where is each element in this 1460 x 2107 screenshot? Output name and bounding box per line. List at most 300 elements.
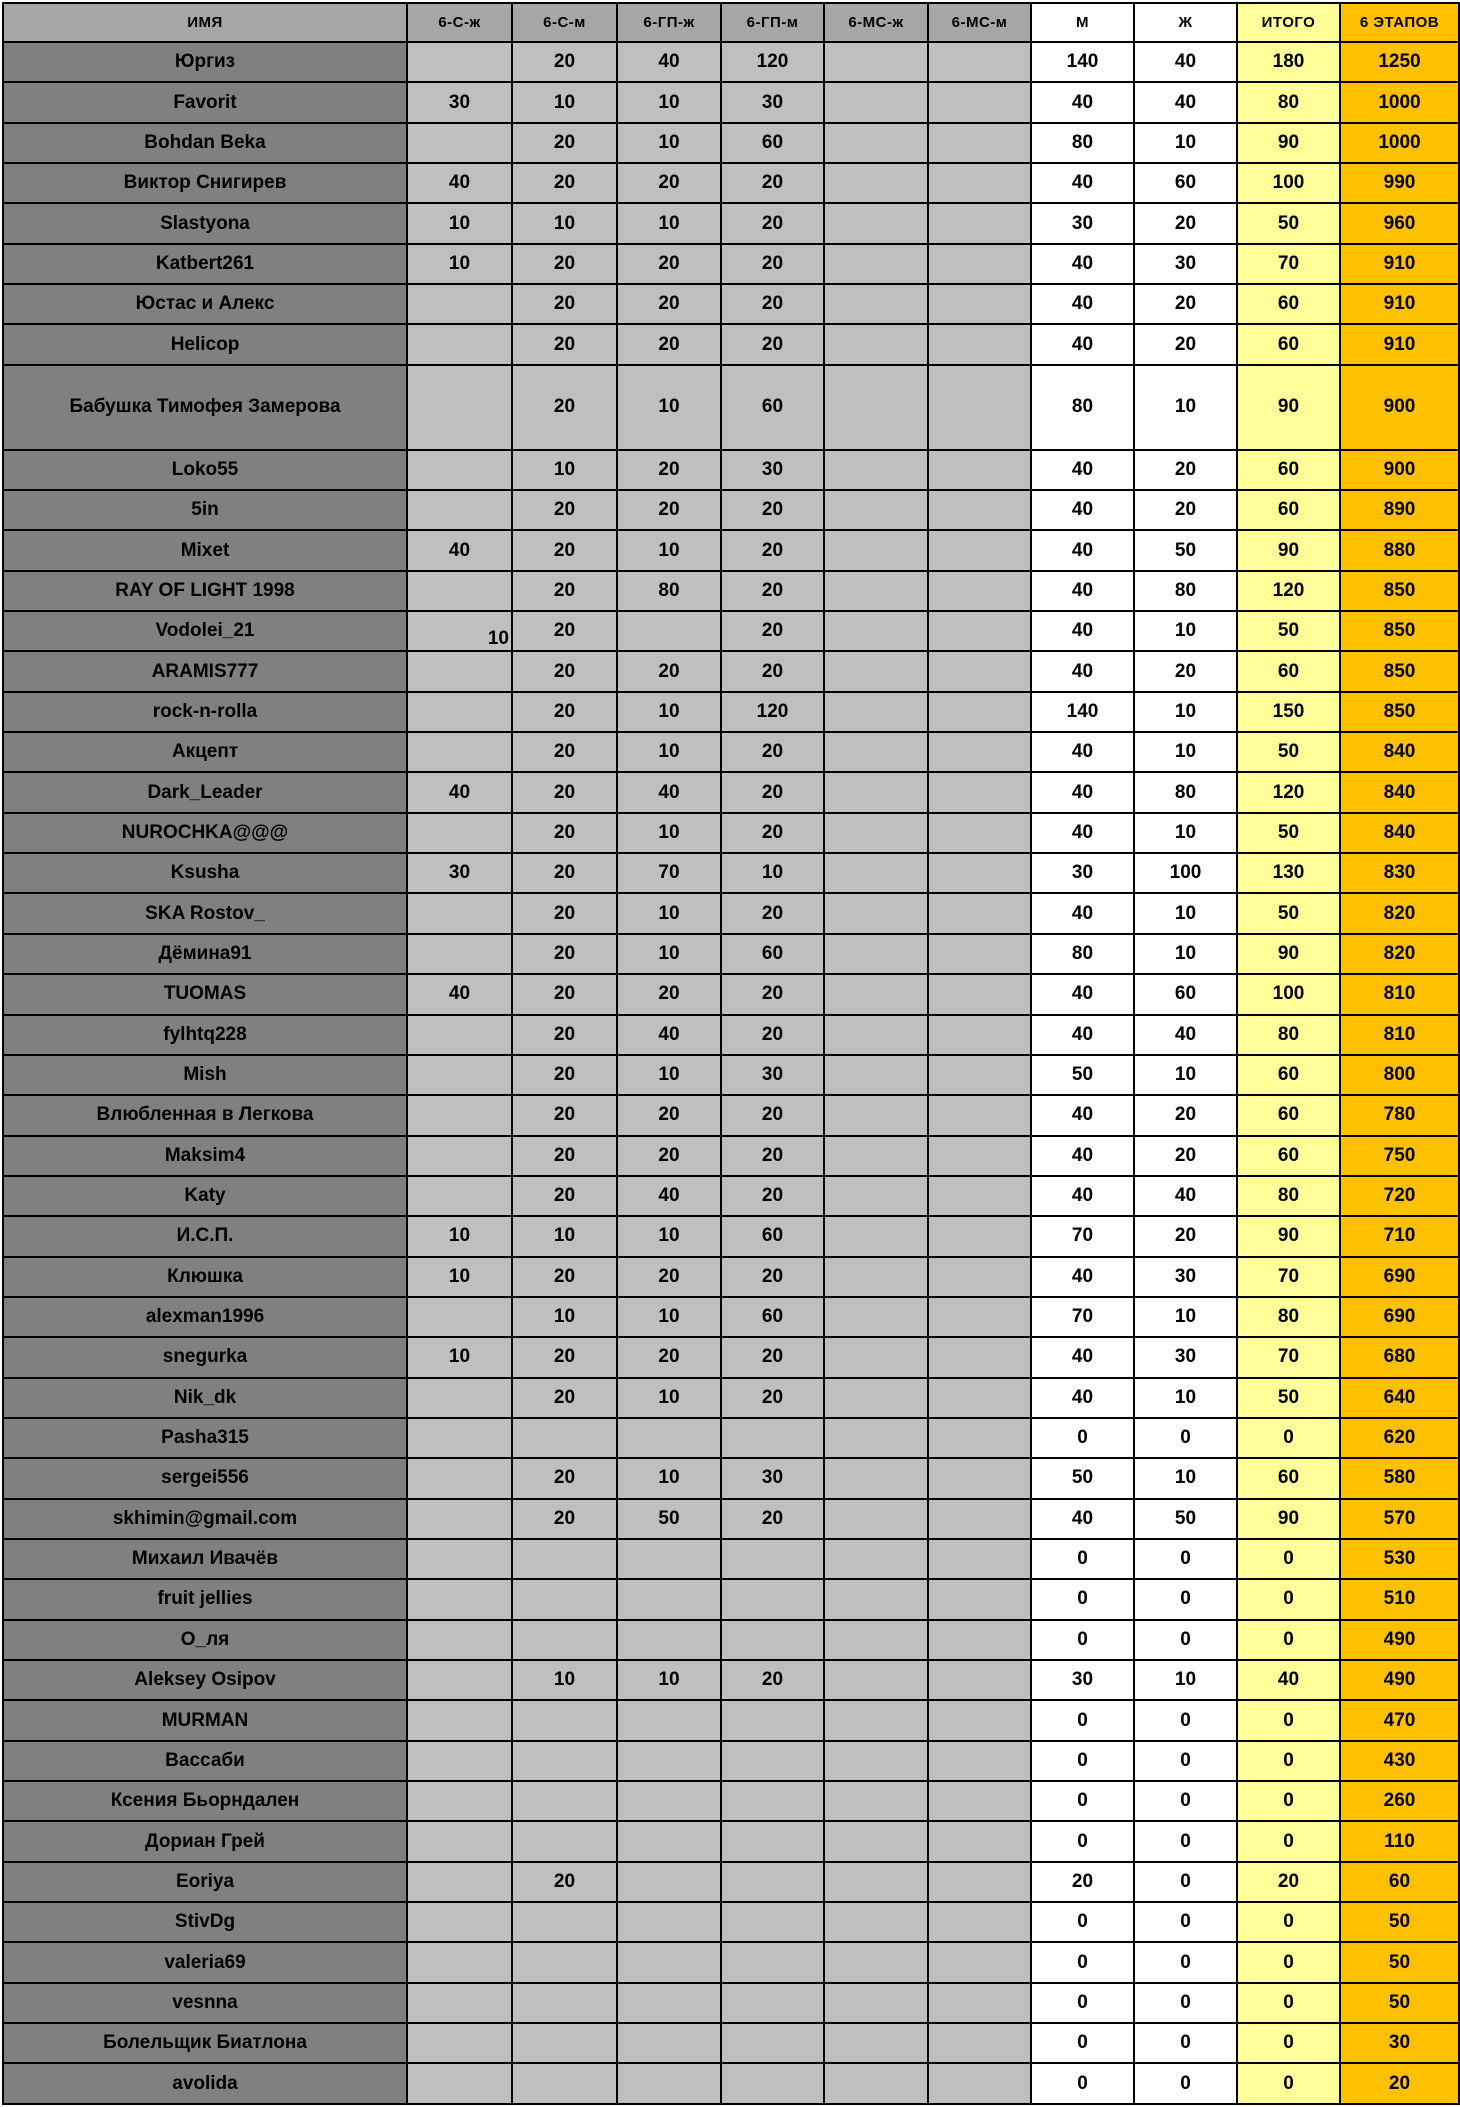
score-6-gp-m <box>721 1983 824 2023</box>
score-men: 80 <box>1031 123 1134 163</box>
score-men: 40 <box>1031 1015 1134 1055</box>
header-six-stages: 6 ЭТАПОВ <box>1340 3 1459 42</box>
score-6-gp-m <box>721 2023 824 2063</box>
score-6-gp-m: 60 <box>721 123 824 163</box>
score-6-s-m: 20 <box>512 163 617 203</box>
score-men: 80 <box>1031 934 1134 974</box>
score-6-ms-m <box>928 893 1031 933</box>
score-6-s-zh <box>407 1862 512 1902</box>
score-6-gp-zh: 10 <box>617 1378 721 1418</box>
score-6-ms-zh <box>824 1539 928 1579</box>
score-6-s-zh: 10 <box>407 1337 512 1377</box>
score-women: 10 <box>1134 1378 1237 1418</box>
score-6-gp-zh: 10 <box>617 203 721 243</box>
score-6-s-zh <box>407 1660 512 1700</box>
score-women: 50 <box>1134 1499 1237 1539</box>
score-6-gp-zh: 20 <box>617 1337 721 1377</box>
score-6-gp-zh: 10 <box>617 1660 721 1700</box>
score-6-gp-zh: 10 <box>617 732 721 772</box>
score-6-s-zh: 30 <box>407 82 512 122</box>
score-6-s-zh <box>407 450 512 490</box>
score-6-s-m: 20 <box>512 490 617 530</box>
score-6-gp-m: 20 <box>721 203 824 243</box>
score-men: 40 <box>1031 1499 1134 1539</box>
score-total: 0 <box>1237 1942 1340 1982</box>
score-6-s-zh <box>407 2063 512 2104</box>
score-6-ms-m <box>928 82 1031 122</box>
score-men: 0 <box>1031 1781 1134 1821</box>
score-men: 50 <box>1031 1055 1134 1095</box>
score-6-s-zh <box>407 1499 512 1539</box>
header-row <box>3 3 1459 42</box>
score-6-ms-zh <box>824 1499 928 1539</box>
score-six-stages: 890 <box>1340 490 1459 530</box>
table-row <box>3 2063 1459 2104</box>
score-6-s-zh: 30 <box>407 853 512 893</box>
score-6-ms-zh <box>824 203 928 243</box>
score-6-ms-zh <box>824 772 928 812</box>
table-row <box>3 1539 1459 1579</box>
participant-name: Katy <box>3 1176 407 1216</box>
score-total: 60 <box>1237 1095 1340 1135</box>
participant-name: Бабушка Тимофея Замерова <box>3 365 407 450</box>
table-row <box>3 1902 1459 1942</box>
score-six-stages: 830 <box>1340 853 1459 893</box>
participant-name: ARAMIS777 <box>3 651 407 691</box>
participant-name: Вассаби <box>3 1741 407 1781</box>
score-men: 40 <box>1031 772 1134 812</box>
score-6-s-m: 20 <box>512 893 617 933</box>
score-6-ms-m <box>928 934 1031 974</box>
score-6-s-zh <box>407 1539 512 1579</box>
score-men: 40 <box>1031 611 1134 651</box>
table-row <box>3 1579 1459 1619</box>
score-6-gp-m: 30 <box>721 450 824 490</box>
score-6-s-m: 20 <box>512 1136 617 1176</box>
standings-table <box>2 2 1460 2105</box>
score-women: 0 <box>1134 2063 1237 2104</box>
score-six-stages: 910 <box>1340 244 1459 284</box>
header-6-gp-m: 6-ГП-м <box>721 3 824 42</box>
score-6-ms-m <box>928 813 1031 853</box>
score-6-gp-zh: 40 <box>617 1015 721 1055</box>
participant-name: fylhtq228 <box>3 1015 407 1055</box>
score-women: 0 <box>1134 1418 1237 1458</box>
score-6-ms-zh <box>824 571 928 611</box>
header-6-s-m: 6-С-м <box>512 3 617 42</box>
score-6-gp-m: 20 <box>721 1337 824 1377</box>
score-6-gp-m: 20 <box>721 813 824 853</box>
score-6-s-m: 20 <box>512 813 617 853</box>
score-6-s-zh <box>407 2023 512 2063</box>
participant-name: SKA Rostov_ <box>3 893 407 933</box>
score-6-s-zh <box>407 284 512 324</box>
table-row <box>3 365 1459 450</box>
table-row <box>3 284 1459 324</box>
table-row <box>3 893 1459 933</box>
table-row <box>3 1216 1459 1256</box>
score-six-stages: 880 <box>1340 530 1459 570</box>
score-6-s-zh <box>407 1458 512 1498</box>
header-total: ИТОГО <box>1237 3 1340 42</box>
table-row <box>3 1781 1459 1821</box>
participant-name: vesnna <box>3 1983 407 2023</box>
score-6-ms-zh <box>824 1902 928 1942</box>
score-men: 40 <box>1031 651 1134 691</box>
score-6-gp-zh <box>617 1781 721 1821</box>
score-6-ms-m <box>928 2023 1031 2063</box>
score-total: 0 <box>1237 1418 1340 1458</box>
score-6-ms-zh <box>824 893 928 933</box>
score-total: 100 <box>1237 163 1340 203</box>
score-6-s-m: 20 <box>512 1257 617 1297</box>
score-6-gp-m: 60 <box>721 934 824 974</box>
table-row <box>3 1741 1459 1781</box>
score-six-stages: 800 <box>1340 1055 1459 1095</box>
score-total: 0 <box>1237 1821 1340 1861</box>
score-6-gp-zh <box>617 611 721 651</box>
score-6-ms-m <box>928 1741 1031 1781</box>
score-6-gp-zh <box>617 1902 721 1942</box>
score-6-s-m: 20 <box>512 1095 617 1135</box>
score-6-gp-m <box>721 1902 824 1942</box>
score-six-stages: 710 <box>1340 1216 1459 1256</box>
score-6-s-zh <box>407 813 512 853</box>
header-6-s-zh: 6-С-ж <box>407 3 512 42</box>
score-women: 40 <box>1134 1176 1237 1216</box>
score-6-ms-zh <box>824 82 928 122</box>
score-six-stages: 1250 <box>1340 42 1459 82</box>
score-six-stages: 490 <box>1340 1620 1459 1660</box>
score-6-ms-zh <box>824 530 928 570</box>
score-6-ms-m <box>928 1862 1031 1902</box>
score-total: 50 <box>1237 813 1340 853</box>
table-row <box>3 123 1459 163</box>
score-men: 40 <box>1031 1176 1134 1216</box>
score-men: 50 <box>1031 1458 1134 1498</box>
score-six-stages: 850 <box>1340 651 1459 691</box>
participant-name: Dark_Leader <box>3 772 407 812</box>
score-total: 60 <box>1237 1136 1340 1176</box>
score-women: 0 <box>1134 1741 1237 1781</box>
participant-name: Bohdan Beka <box>3 123 407 163</box>
score-6-ms-m <box>928 1620 1031 1660</box>
score-women: 20 <box>1134 284 1237 324</box>
score-6-ms-zh <box>824 1660 928 1700</box>
score-total: 80 <box>1237 1176 1340 1216</box>
score-6-s-m <box>512 1418 617 1458</box>
participant-name: Юстас и Алекс <box>3 284 407 324</box>
score-6-s-m: 20 <box>512 974 617 1014</box>
participant-name: Loko55 <box>3 450 407 490</box>
participant-name: avolida <box>3 2063 407 2104</box>
score-6-ms-zh <box>824 1136 928 1176</box>
score-6-s-m: 20 <box>512 1499 617 1539</box>
participant-name: Влюбленная в Легкова <box>3 1095 407 1135</box>
score-men: 0 <box>1031 2023 1134 2063</box>
score-total: 0 <box>1237 1781 1340 1821</box>
score-6-ms-zh <box>824 1015 928 1055</box>
participant-name: Михаил Ивачёв <box>3 1539 407 1579</box>
score-6-s-m: 20 <box>512 772 617 812</box>
score-6-ms-zh <box>824 974 928 1014</box>
score-women: 60 <box>1134 163 1237 203</box>
score-6-s-m: 20 <box>512 571 617 611</box>
score-6-s-m: 10 <box>512 1216 617 1256</box>
score-6-s-m: 20 <box>512 324 617 364</box>
score-6-s-zh: 10 <box>407 611 512 651</box>
score-total: 0 <box>1237 1983 1340 2023</box>
participant-name: Favorit <box>3 82 407 122</box>
score-six-stages: 50 <box>1340 1902 1459 1942</box>
table-row <box>3 651 1459 691</box>
score-6-ms-zh <box>824 490 928 530</box>
score-6-gp-m: 20 <box>721 244 824 284</box>
score-6-ms-m <box>928 530 1031 570</box>
participant-name: valeria69 <box>3 1942 407 1982</box>
score-6-gp-zh: 10 <box>617 692 721 732</box>
score-6-gp-zh: 20 <box>617 324 721 364</box>
score-women: 0 <box>1134 1862 1237 1902</box>
score-six-stages: 580 <box>1340 1458 1459 1498</box>
participant-name: Ksusha <box>3 853 407 893</box>
score-6-gp-m <box>721 1579 824 1619</box>
score-total: 90 <box>1237 934 1340 974</box>
table-row <box>3 1821 1459 1861</box>
score-6-s-zh <box>407 1620 512 1660</box>
score-6-s-zh <box>407 934 512 974</box>
score-6-s-m <box>512 1620 617 1660</box>
table-row <box>3 42 1459 82</box>
score-6-s-m <box>512 1983 617 2023</box>
score-six-stages: 810 <box>1340 1015 1459 1055</box>
score-total: 90 <box>1237 123 1340 163</box>
score-6-ms-zh <box>824 1942 928 1982</box>
participant-name: Акцепт <box>3 732 407 772</box>
score-6-s-zh <box>407 1700 512 1740</box>
score-6-gp-zh: 20 <box>617 244 721 284</box>
participant-name: Helicop <box>3 324 407 364</box>
score-men: 40 <box>1031 571 1134 611</box>
score-total: 70 <box>1237 244 1340 284</box>
score-6-gp-m <box>721 1418 824 1458</box>
participant-name: Болельщик Биатлона <box>3 2023 407 2063</box>
score-women: 0 <box>1134 2023 1237 2063</box>
score-6-s-m: 20 <box>512 1055 617 1095</box>
score-6-ms-zh <box>824 1418 928 1458</box>
score-total: 60 <box>1237 490 1340 530</box>
score-total: 90 <box>1237 1216 1340 1256</box>
score-6-s-m: 20 <box>512 1862 617 1902</box>
score-men: 140 <box>1031 692 1134 732</box>
score-six-stages: 690 <box>1340 1257 1459 1297</box>
score-6-gp-m: 20 <box>721 732 824 772</box>
score-men: 40 <box>1031 1378 1134 1418</box>
score-6-s-zh <box>407 1055 512 1095</box>
score-6-gp-m <box>721 1741 824 1781</box>
score-women: 20 <box>1134 203 1237 243</box>
score-6-gp-m: 20 <box>721 1176 824 1216</box>
score-6-s-zh <box>407 1378 512 1418</box>
score-6-gp-zh: 10 <box>617 82 721 122</box>
participant-name: TUOMAS <box>3 974 407 1014</box>
score-men: 40 <box>1031 974 1134 1014</box>
score-6-s-zh: 40 <box>407 974 512 1014</box>
table-row <box>3 1620 1459 1660</box>
score-six-stages: 840 <box>1340 813 1459 853</box>
score-total: 60 <box>1237 284 1340 324</box>
score-6-ms-zh <box>824 1216 928 1256</box>
table-row <box>3 530 1459 570</box>
participant-name: Виктор Снигирев <box>3 163 407 203</box>
score-men: 40 <box>1031 1136 1134 1176</box>
score-6-ms-zh <box>824 1378 928 1418</box>
score-women: 80 <box>1134 772 1237 812</box>
score-6-ms-zh <box>824 934 928 974</box>
score-6-ms-m <box>928 1176 1031 1216</box>
score-6-s-m: 20 <box>512 365 617 450</box>
score-6-gp-zh: 20 <box>617 1136 721 1176</box>
score-men: 40 <box>1031 813 1134 853</box>
score-6-ms-zh <box>824 1700 928 1740</box>
score-6-s-m: 20 <box>512 42 617 82</box>
score-6-gp-m: 10 <box>721 853 824 893</box>
score-6-ms-zh <box>824 2023 928 2063</box>
score-six-stages: 820 <box>1340 934 1459 974</box>
score-total: 60 <box>1237 324 1340 364</box>
score-6-gp-m: 20 <box>721 571 824 611</box>
score-6-ms-zh <box>824 1620 928 1660</box>
score-6-s-zh: 40 <box>407 530 512 570</box>
score-6-gp-m: 20 <box>721 893 824 933</box>
score-6-ms-m <box>928 692 1031 732</box>
score-total: 50 <box>1237 893 1340 933</box>
score-men: 0 <box>1031 1942 1134 1982</box>
header-men: М <box>1031 3 1134 42</box>
score-6-ms-m <box>928 732 1031 772</box>
participant-name: 5in <box>3 490 407 530</box>
score-6-s-zh: 10 <box>407 1257 512 1297</box>
score-6-gp-m <box>721 1700 824 1740</box>
participant-name: Eoriya <box>3 1862 407 1902</box>
score-6-ms-zh <box>824 1458 928 1498</box>
participant-name: alexman1996 <box>3 1297 407 1337</box>
score-6-ms-m <box>928 772 1031 812</box>
table-row <box>3 1257 1459 1297</box>
score-6-ms-zh <box>824 651 928 691</box>
score-6-s-m: 10 <box>512 450 617 490</box>
participant-name: Katbert261 <box>3 244 407 284</box>
score-6-gp-m: 20 <box>721 284 824 324</box>
score-women: 20 <box>1134 651 1237 691</box>
score-6-gp-m: 20 <box>721 1660 824 1700</box>
score-6-s-zh <box>407 571 512 611</box>
score-6-s-zh <box>407 1983 512 2023</box>
score-6-gp-m: 60 <box>721 365 824 450</box>
score-men: 20 <box>1031 1862 1134 1902</box>
score-6-gp-m <box>721 1539 824 1579</box>
score-6-gp-m: 20 <box>721 1378 824 1418</box>
score-6-ms-m <box>928 1337 1031 1377</box>
table-row <box>3 324 1459 364</box>
score-six-stages: 780 <box>1340 1095 1459 1135</box>
score-6-s-zh <box>407 1095 512 1135</box>
score-6-s-zh <box>407 42 512 82</box>
score-women: 20 <box>1134 450 1237 490</box>
score-6-ms-m <box>928 1579 1031 1619</box>
score-6-gp-m: 30 <box>721 1458 824 1498</box>
score-total: 90 <box>1237 365 1340 450</box>
score-6-ms-zh <box>824 324 928 364</box>
score-total: 180 <box>1237 42 1340 82</box>
score-women: 40 <box>1134 1015 1237 1055</box>
score-six-stages: 990 <box>1340 163 1459 203</box>
score-6-ms-zh <box>824 1095 928 1135</box>
score-women: 0 <box>1134 1942 1237 1982</box>
table-row <box>3 853 1459 893</box>
table-row <box>3 82 1459 122</box>
score-women: 10 <box>1134 692 1237 732</box>
score-6-s-m: 20 <box>512 651 617 691</box>
score-6-ms-zh <box>824 1741 928 1781</box>
score-women: 10 <box>1134 893 1237 933</box>
score-6-gp-m: 20 <box>721 974 824 1014</box>
score-women: 10 <box>1134 1297 1237 1337</box>
score-women: 10 <box>1134 1660 1237 1700</box>
table-row <box>3 1862 1459 1902</box>
score-women: 100 <box>1134 853 1237 893</box>
score-total: 0 <box>1237 2023 1340 2063</box>
participant-name: Дёмина91 <box>3 934 407 974</box>
score-six-stages: 850 <box>1340 611 1459 651</box>
score-women: 30 <box>1134 244 1237 284</box>
score-6-ms-zh <box>824 1337 928 1377</box>
participant-name: Дориан Грей <box>3 1821 407 1861</box>
participant-name: rock-n-rolla <box>3 692 407 732</box>
score-six-stages: 260 <box>1340 1781 1459 1821</box>
score-6-s-zh <box>407 1176 512 1216</box>
score-men: 80 <box>1031 365 1134 450</box>
score-6-ms-m <box>928 651 1031 691</box>
score-6-gp-m: 20 <box>721 1499 824 1539</box>
score-six-stages: 620 <box>1340 1418 1459 1458</box>
score-6-gp-zh: 10 <box>617 1458 721 1498</box>
score-total: 120 <box>1237 772 1340 812</box>
score-6-ms-m <box>928 611 1031 651</box>
score-total: 0 <box>1237 1539 1340 1579</box>
score-women: 10 <box>1134 934 1237 974</box>
score-total: 20 <box>1237 1862 1340 1902</box>
score-6-gp-zh: 40 <box>617 772 721 812</box>
score-six-stages: 20 <box>1340 2063 1459 2104</box>
score-six-stages: 50 <box>1340 1983 1459 2023</box>
table-row <box>3 1378 1459 1418</box>
score-6-ms-m <box>928 1015 1031 1055</box>
score-6-gp-zh: 20 <box>617 1257 721 1297</box>
score-total: 50 <box>1237 611 1340 651</box>
score-total: 50 <box>1237 203 1340 243</box>
score-6-s-m: 20 <box>512 853 617 893</box>
score-6-ms-m <box>928 324 1031 364</box>
score-six-stages: 470 <box>1340 1700 1459 1740</box>
score-6-gp-zh <box>617 1700 721 1740</box>
score-six-stages: 570 <box>1340 1499 1459 1539</box>
score-women: 30 <box>1134 1337 1237 1377</box>
score-six-stages: 510 <box>1340 1579 1459 1619</box>
table-row <box>3 244 1459 284</box>
score-6-gp-zh: 40 <box>617 42 721 82</box>
table-row <box>3 974 1459 1014</box>
